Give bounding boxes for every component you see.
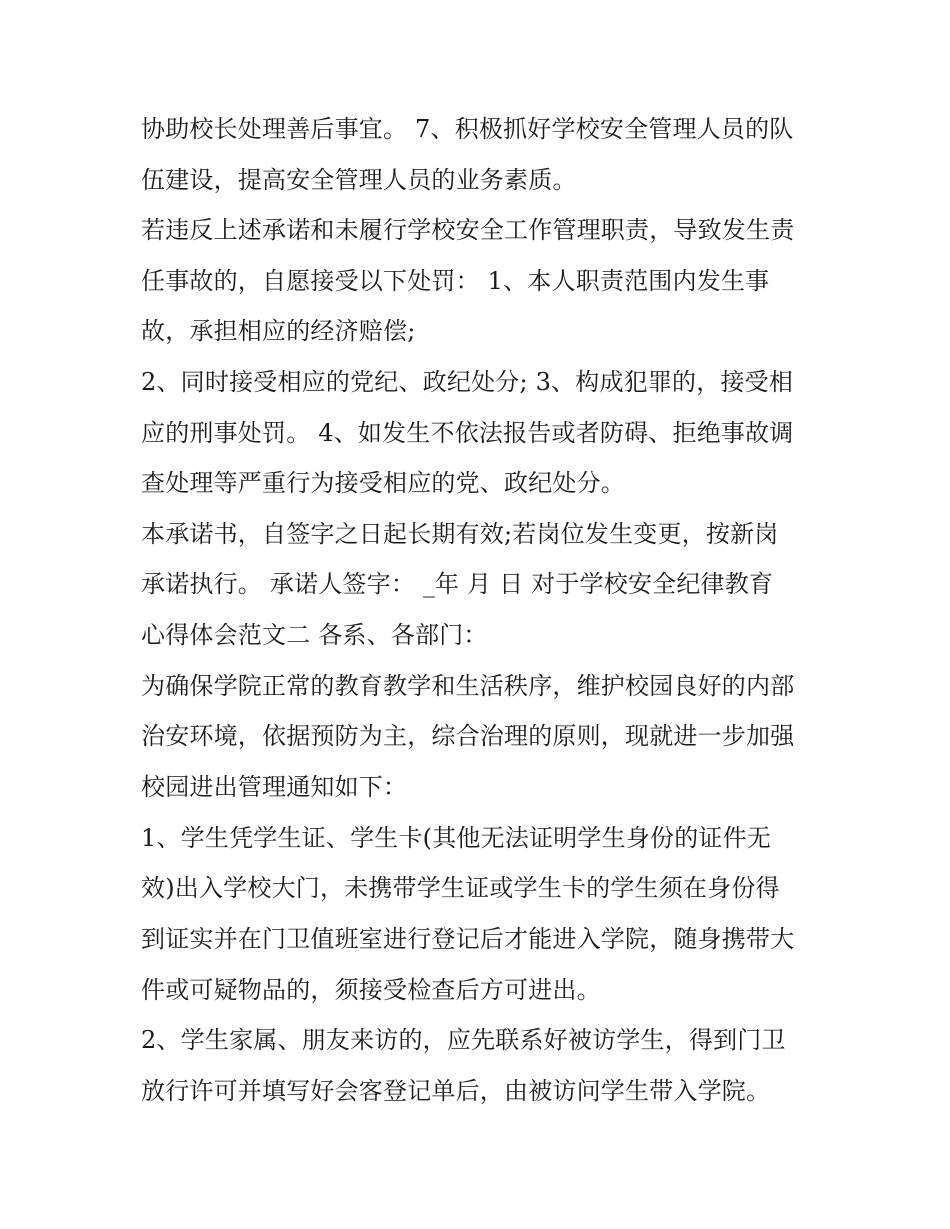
text-line: 本承诺书，自签字之日起长期有效;若岗位发生变更，按新岗 <box>141 520 779 548</box>
text-line: 放行许可并填写好会客登记单后，由被访问学生带入学院。 <box>141 1077 771 1105</box>
text-line: 查处理等严重行为接受相应的党、政纪处分。 <box>141 469 625 497</box>
text-line: 到证实并在门卫值班室进行登记后才能进入学院，随身携带大 <box>141 925 795 953</box>
text-line: 应的刑事处罚。 4、如发生不依法报告或者防碍、拒绝事故调 <box>141 419 794 447</box>
text-line: 故，承担相应的经济赔偿; <box>141 317 416 345</box>
text-line: 任事故的，自愿接受以下处罚： 1、本人职责范围内发生事 <box>141 267 770 295</box>
text-line: 1、学生凭学生证、学生卡(其他无法证明学生身份的证件无 <box>141 824 772 852</box>
text-line: 校园进出管理通知如下： <box>141 773 408 801</box>
text-line: 件或可疑物品的，须接受检查后方可进出。 <box>141 976 601 1004</box>
text-line: 承诺执行。 承诺人签字： _年 月 日 对于学校安全纪律教育 <box>141 570 774 598</box>
text-line: 为确保学院正常的教育教学和生活秩序，维护校园良好的内部 <box>141 672 795 700</box>
text-line: 治安环境，依据预防为主，综合治理的原则，现就进一步加强 <box>141 722 795 750</box>
text-line: 协助校长处理善后事宜。 7、积极抓好学校安全管理人员的队 <box>141 115 794 143</box>
text-line: 2、同时接受相应的党纪、政纪处分; 3、构成犯罪的，接受相 <box>141 368 794 396</box>
text-line: 若违反上述承诺和未履行学校安全工作管理职责，导致发生责 <box>141 216 795 244</box>
text-line: 心得体会范文二 各系、各部门： <box>141 621 488 649</box>
text-line: 伍建设，提高安全管理人员的业务素质。 <box>141 166 577 194</box>
text-line: 效)出入学校大门，未携带学生证或学生卡的学生须在身份得 <box>141 874 780 902</box>
text-line: 2、学生家属、朋友来访的，应先联系好被访学生，得到门卫 <box>141 1026 786 1054</box>
